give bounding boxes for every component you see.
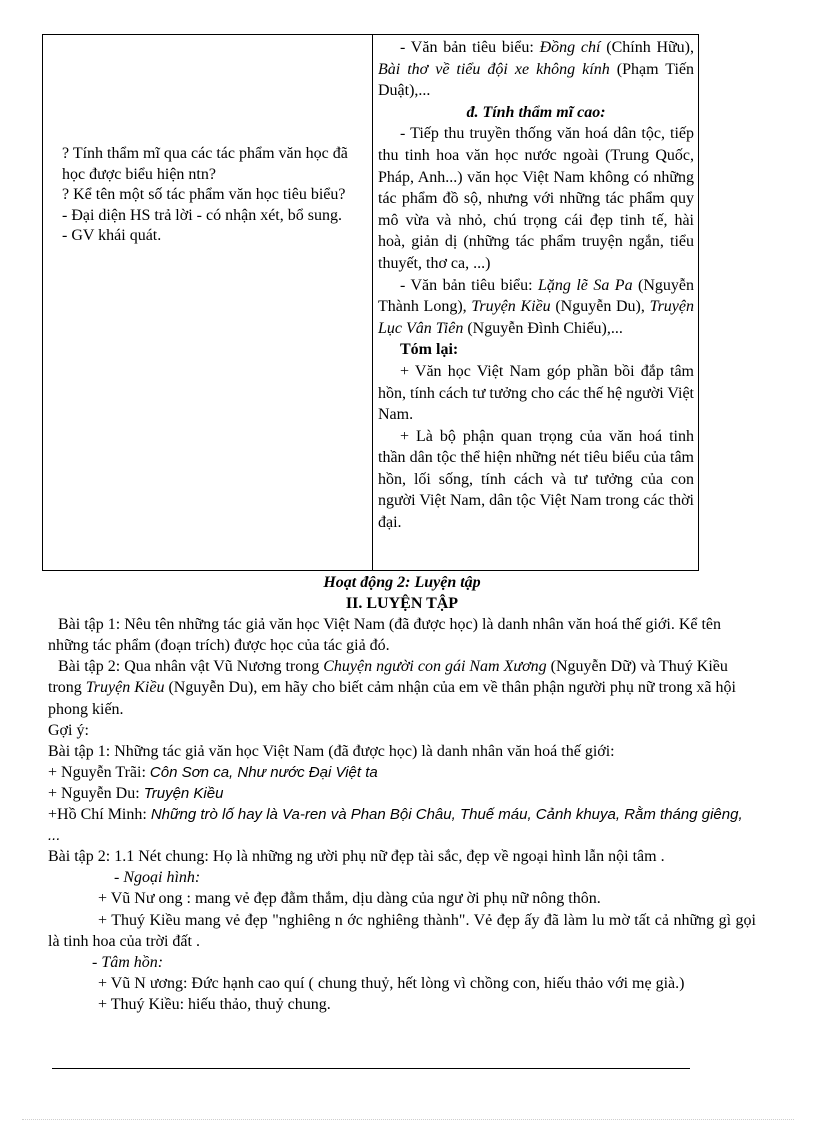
answer-1: Bài tập 1: Những tác giả văn học Việt Nam (đã được học) là danh nhân văn hoá thế giới: [48,742,615,760]
practice-section [48,572,756,1015]
typical-works-paragraph-2: - Văn bản tiêu biểu: Lặng lẽ Sa Pa (Nguyễn Thành Long), Truyện Kiều (Nguyễn Du), Truyện Lục Vân Tiên (Nguyễn Đình Chiểu),... [378,276,695,337]
appearance-label: - Ngoại hình: [114,869,201,887]
vu-nuong-soul: + Vũ N ương: Đức hạnh cao quí ( chung thuỷ, hết lòng vì chồng con, hiếu thảo với mẹ già.) [98,974,685,992]
aesthetics-paragraph: - Tiếp thu truyền thống văn hoá dân tộc, tiếp thu tinh hoa văn học nước ngoài (Trung Quốc, Pháp, Anh...) văn học Việt Nam không có những tác phẩm đồ sộ, nhưng với những tác phẩm quy mô vừa và nhỏ, chú trọng cái đẹp tinh tế, hài hoà, giản dị (những tác phẩm truyện ngắn, tiểu thuyết, thơ ca, ...) [378,125,694,272]
section-title: II. LUYỆN TẬP [345,595,459,613]
summary-point-1: + Văn học Việt Nam góp phần bồi đắp tâm hồn, tính cách tư tưởng cho các thế hệ người Việt Nam. [378,362,694,424]
answer-nguyen-trai: + Nguyễn Trãi: Côn Sơn ca, Như nước Đại Việt ta [48,763,378,781]
typical-works-paragraph-1: - Văn bản tiêu biểu: Đồng chí (Chính Hữu), Bài thơ về tiểu đội xe không kính (Phạm Tiến Duật),... [378,39,695,100]
exercise-2: Bài tập 2: Qua nhân vật Vũ Nương trong Chuyện người con gái Nam Xương (Nguyễn Dữ) và Thuý Kiều trong Truyện Kiều (Nguyễn Du), em hãy cho biết cảm nhận của em về thân phận người phụ nữ trong xã hội phong kiến. [48,658,736,718]
question-aesthetics: ? Tính thẩm mĩ qua các tác phẩm văn học đã học được biểu hiện ntn? [62,145,348,183]
vu-nuong-appearance: + Vũ Nư ong : mang vẻ đẹp đằm thắm, dịu dàng của ngư ời phụ nữ nông thôn. [98,890,601,908]
summary-point-2: + Là bộ phận quan trọng của văn hoá tinh thần dân tộc thể hiện những nét tiêu biểu của tâm hồn, lối sống, tính cách và tư tưởng của con người Việt Nam, dân tộc Việt Nam trong các thời đại. [378,427,694,532]
answer-nguyen-du: + Nguyễn Du: Truyện Kiều [48,784,224,802]
thuy-kieu-soul: + Thuý Kiều: hiếu thảo, thuỷ chung. [98,995,331,1013]
content-table [42,34,699,571]
question-works: ? Kể tên một số tác phẩm văn học tiêu biểu? [62,186,346,203]
thuy-kieu-appearance: + Thuý Kiều mang vẻ đẹp "nghiêng n ớc nghiêng thành". Vẻ đẹp ấy đã làm lu mờ tất cả những gì gọi là tinh hoa của trời đất . [48,911,756,950]
hint-label: Gợi ý: [48,721,89,739]
summary-heading: Tóm lại: [400,341,459,359]
answer-2: Bài tập 2: 1.1 Nét chung: Họ là những ng ười phụ nữ đẹp tài sắc, đẹp về ngoại hình lẫn nội tâm . [48,848,665,866]
footer-rule [52,1068,690,1069]
teacher-summary-note: - GV khái quát. [62,227,162,244]
activity-heading: Hoạt động 2: Luyện tập [323,574,481,591]
teacher-activity-column [62,144,367,247]
content-column [378,37,694,534]
answer-ho-chi-minh: +Hồ Chí Minh: Những trò lố hay là Va-ren và Phan Bội Châu, Thuế máu, Cảnh khuya, Rằm tháng giêng, ... [48,806,743,845]
table-column-divider [372,35,373,570]
soul-label: - Tâm hồn: [92,953,164,971]
exercise-1: Bài tập 1: Nêu tên những tác giả văn học Việt Nam (đã được học) là danh nhân văn hoá thế giới. Kể tên những tác phẩm (đoạn trích) được học của tác giả đó. [48,616,722,655]
page-bottom-border [22,1119,794,1120]
student-response-note: - Đại diện HS trả lời - có nhận xét, bổ sung. [62,206,342,224]
aesthetics-heading: đ. Tính thẩm mĩ cao: [466,103,606,121]
